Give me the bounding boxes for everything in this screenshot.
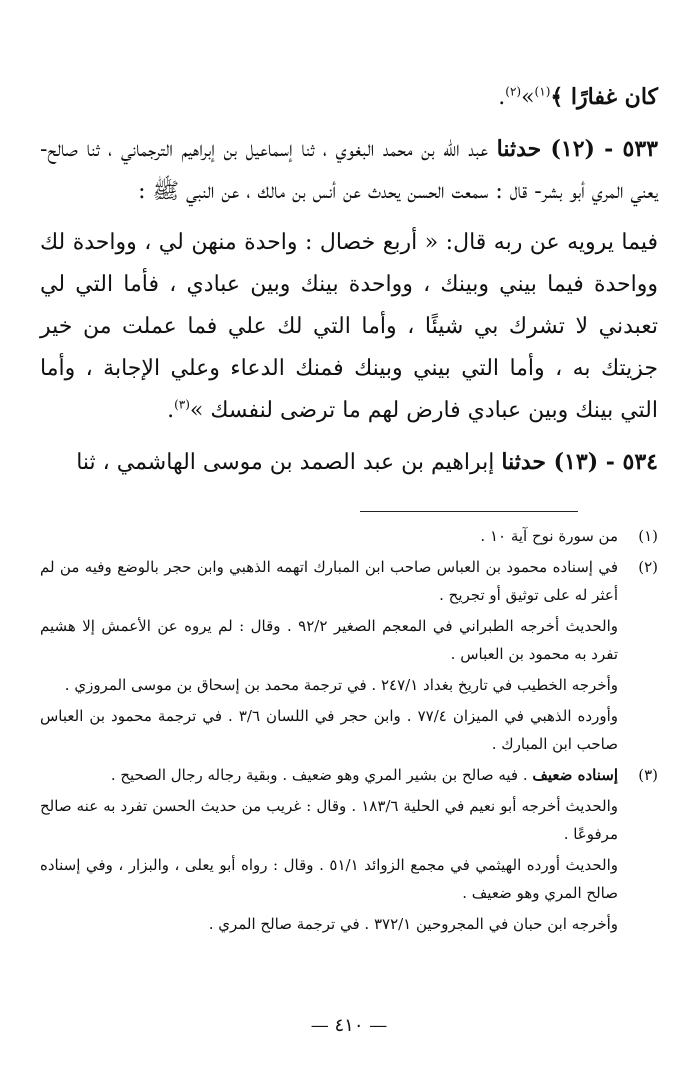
footnotes (40, 522, 658, 941)
quote-close: » (521, 85, 535, 110)
hadith-533-chain: عبد الله بن محمد البغوي ، ثنا إسماعيل بن إبراهيم الترجماني ، ثنا صالح- يعني المري أبو بشر- قال : سمعت الحسن يحدث عن أنس بن مالك ، عن النبي ﷺ : (40, 137, 658, 204)
footnote-text: والحديث أورده الهيثمي في مجمع الزوائد ٥١/١ . وقال : رواه أبو يعلى ، والبزار ، وفي إسناده صالح المري وهو ضعيف . (40, 856, 618, 902)
footnote-ref-1: (١) (534, 84, 551, 99)
page-number: — ٤١٠ — (310, 1015, 388, 1036)
hadith-534-chain: إبراهيم بن عبد الصمد بن موسى الهاشمي ، ثنا (76, 450, 502, 475)
footnote-body (40, 522, 618, 553)
hadith-533-text: فيما يرويه عن ربه قال: « أربع خصال : واحدة منهن لي ، وواحدة لك وواحدة فيما بيني وبينك ، وواحدة بينك وبين عبادي ، فأما التي لي تعبدني لا تشرك بي شيئًا ، وأما التي لك علي فما عملت من خير جزيتك به ، وأما التي بيني وبينك فمنك الدعاء وعلي الإجابة ، وأما التي بينك وبين عبادي فارض لهم ما ترضى لنفسك » (40, 230, 658, 423)
footnote-text: والحديث أخرجه الطبراني في المعجم الصغير ٩٢/٢ . وقال : لم يروه عن الأعمش إلا هشيم تفرد به محمود بن العباس . (40, 617, 618, 663)
footnote-number: (٣) (638, 766, 658, 784)
verse-text: كان غفارًا ﴾ (550, 84, 658, 110)
hadith-534-isnad (40, 441, 658, 484)
period: . (498, 85, 506, 110)
grading-text: . فيه صالح بن بشير المري وهو ضعيف . وبقية رجاله رجال الصحيح . (110, 766, 533, 784)
footnote-text: والحديث أخرجه أبو نعيم في الحلية ١٨٣/٦ . وقال : غريب من حديث الحسن تفرد به عنه صالح مرفوعًا . (40, 797, 618, 843)
footnote-divider (360, 511, 578, 512)
footnote-body (40, 553, 618, 761)
footnote-text: وأخرجه الخطيب في تاريخ بغداد ٢٤٧/١ . في ترجمة محمد بن إسحاق بن موسى المروزي . (64, 676, 618, 694)
footnote-text: في إسناده محمود بن العباس صاحب ابن المبارك اتهمه الذهبي وابن حجر بالوضع وفيه من لم أعثر له على توثيق أو تجريح . (40, 558, 618, 604)
hadith-533-matn (40, 222, 658, 432)
hadith-534-number: ٥٣٤ - (١٣) حدثنا (501, 449, 658, 475)
footnote-text: وأخرجه ابن حبان في المجروحين ٣٧٢/١ . في ترجمة صالح المري . (208, 915, 618, 933)
footnote-3 (40, 761, 658, 941)
hadith-533-isnad (40, 128, 658, 213)
period: . (167, 398, 175, 423)
footnote-1 (40, 522, 658, 553)
footnote-text (40, 761, 618, 789)
hadith-533-number: ٥٣٣ - (١٢) حدثنا (496, 136, 658, 162)
footnote-2 (40, 553, 658, 761)
footnote-text: وأورده الذهبي في الميزان ٧٧/٤ . وابن حجر في اللسان ٣/٦ . في ترجمة محمود بن العباس صاحب ابن المبارك . (40, 707, 618, 753)
footnote-ref-2: (٢) (505, 84, 522, 99)
footnote-body (40, 761, 618, 941)
footnote-number: (٢) (638, 558, 658, 576)
footnote-ref-3: (٣) (174, 397, 190, 412)
verse-ending-line (40, 76, 658, 119)
grading-label: إسناده ضعيف (532, 766, 618, 784)
footnote-text: من سورة نوح آية ١٠ . (480, 527, 618, 545)
main-text (40, 76, 658, 493)
footnote-number: (١) (638, 527, 658, 545)
